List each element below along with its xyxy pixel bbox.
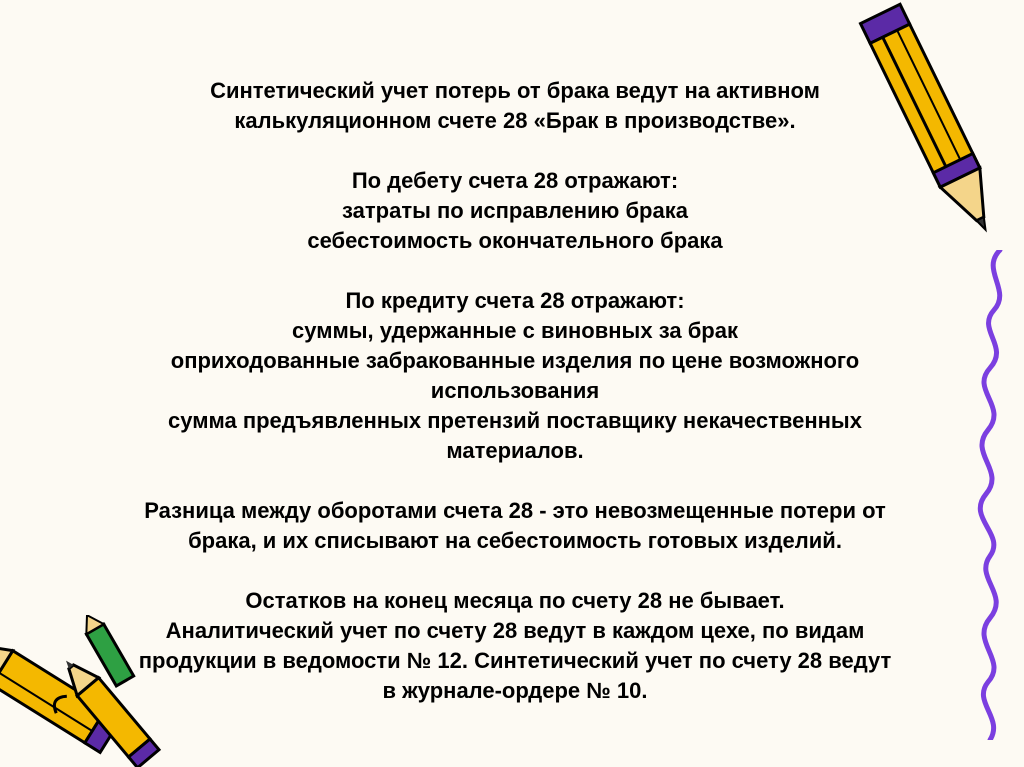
paragraph xyxy=(60,76,970,136)
paragraph-gap xyxy=(60,256,970,286)
text-line: калькуляционном счете 28 «Брак в производстве». xyxy=(234,108,796,133)
paragraph xyxy=(60,166,970,256)
text-line: затраты по исправлению брака xyxy=(342,198,688,223)
text-line: в журнале-ордере № 10. xyxy=(382,678,648,703)
paragraph xyxy=(60,586,970,706)
paragraph-gap xyxy=(60,466,970,496)
paragraph xyxy=(60,286,970,466)
text-line: Разница между оборотами счета 28 - это невозмещенные потери от xyxy=(144,498,886,523)
paragraph-gap xyxy=(60,556,970,586)
text-line: суммы, удержанные с виновных за брак xyxy=(292,318,738,343)
paragraph xyxy=(60,496,970,556)
text-line: сумма предъявленных претензий поставщику некачественных xyxy=(168,408,862,433)
text-line: Остатков на конец месяца по счету 28 не бывает. xyxy=(245,588,785,613)
slide-text xyxy=(60,76,970,706)
text-line: использования xyxy=(430,378,600,403)
text-line: Синтетический учет потерь от брака ведут на активном xyxy=(210,78,820,103)
text-line: оприходованные забракованные изделия по цене возможного xyxy=(170,348,860,373)
text-line: материалов. xyxy=(446,438,584,463)
text-line: брака, и их списывают на себестоимость готовых изделий. xyxy=(188,528,842,553)
text-line: По кредиту счета 28 отражают: xyxy=(345,288,685,313)
text-line: По дебету счета 28 отражают: xyxy=(351,168,679,193)
text-line: Аналитический учет по счету 28 ведут в каждом цехе, по видам xyxy=(165,618,865,643)
paragraph-gap xyxy=(60,136,970,166)
text-line: продукции в ведомости № 12. Синтетический учет по счету 28 ведут xyxy=(138,648,892,673)
text-line: себестоимость окончательного брака xyxy=(307,228,723,253)
